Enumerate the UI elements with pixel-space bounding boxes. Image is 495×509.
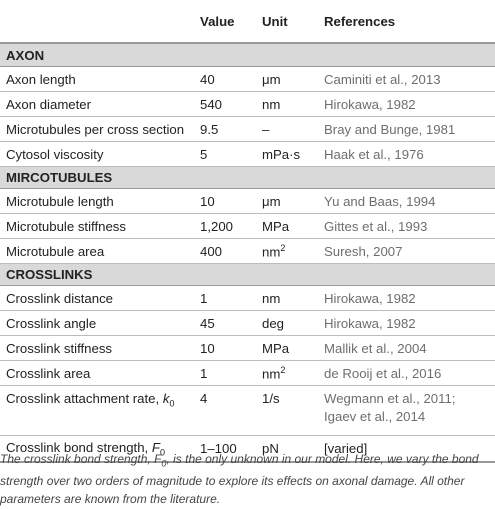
param-unit: mPa·s bbox=[256, 142, 318, 167]
param-name bbox=[0, 386, 194, 436]
table-row bbox=[0, 386, 495, 436]
param-value: 40 bbox=[194, 67, 256, 92]
param-text: Crosslink bond strength, bbox=[6, 439, 152, 455]
param-value: 1,200 bbox=[194, 214, 256, 239]
param-unit: nm bbox=[256, 92, 318, 117]
param-unit: deg bbox=[256, 311, 318, 336]
param-name: Microtubule area bbox=[0, 239, 194, 264]
param-value: 1 bbox=[194, 286, 256, 311]
param-symbol: F bbox=[151, 439, 160, 455]
param-name: Cytosol viscosity bbox=[0, 142, 194, 167]
param-reference: Hirokawa, 1982 bbox=[318, 311, 495, 336]
table-caption bbox=[0, 450, 490, 508]
caption-line: strength over two orders of magnitude to explore its effects on axonal damage. All other bbox=[0, 474, 465, 489]
param-reference: Hirokawa, 1982 bbox=[318, 92, 495, 117]
table-row bbox=[0, 361, 495, 386]
caption-text: , is the only unknown in our model. Here, we vary the bond bbox=[166, 452, 479, 466]
section-title: MIRCOTUBULES bbox=[0, 167, 495, 189]
param-name: Axon length bbox=[0, 67, 194, 92]
param-reference: Caminiti et al., 2013 bbox=[318, 67, 495, 92]
param-reference: Haak et al., 1976 bbox=[318, 142, 495, 167]
section-axon bbox=[0, 43, 495, 67]
param-value: 400 bbox=[194, 239, 256, 264]
param-reference bbox=[318, 386, 495, 436]
param-subscript: 0 bbox=[159, 447, 165, 458]
param-value: 9.5 bbox=[194, 117, 256, 142]
param-value: 540 bbox=[194, 92, 256, 117]
table-row bbox=[0, 142, 495, 167]
section-title: AXON bbox=[0, 43, 495, 67]
table-row bbox=[0, 239, 495, 264]
unit-superscript: 2 bbox=[280, 364, 286, 375]
param-unit bbox=[256, 361, 318, 386]
caption-line: parameters are known from the literature. bbox=[0, 492, 221, 507]
param-unit: μm bbox=[256, 67, 318, 92]
param-reference: Mallik et al., 2004 bbox=[318, 336, 495, 361]
param-text: Crosslink attachment rate, bbox=[6, 391, 163, 406]
table-row bbox=[0, 117, 495, 142]
param-reference: Yu and Baas, 1994 bbox=[318, 189, 495, 214]
unit-superscript: 2 bbox=[280, 242, 286, 253]
param-symbol: k bbox=[162, 391, 170, 406]
table-row bbox=[0, 214, 495, 239]
param-unit: – bbox=[256, 117, 318, 142]
section-microtubules bbox=[0, 167, 495, 189]
param-name: Microtubule stiffness bbox=[0, 214, 194, 239]
param-name: Axon diameter bbox=[0, 92, 194, 117]
param-unit: nm bbox=[256, 286, 318, 311]
table-row bbox=[0, 189, 495, 214]
param-reference: Bray and Bunge, 1981 bbox=[318, 117, 495, 142]
param-value: 1–100 bbox=[194, 436, 256, 463]
param-name: Crosslink angle bbox=[0, 311, 194, 336]
param-value: 45 bbox=[194, 311, 256, 336]
param-value: 10 bbox=[194, 336, 256, 361]
param-reference: Hirokawa, 1982 bbox=[318, 286, 495, 311]
param-reference: [varied] bbox=[318, 436, 495, 463]
param-value: 10 bbox=[194, 189, 256, 214]
param-name: Microtubule length bbox=[0, 189, 194, 214]
header-value: Value bbox=[194, 0, 256, 43]
caption-text: The crosslink bond strength, F bbox=[0, 452, 162, 466]
table-row bbox=[0, 92, 495, 117]
param-unit: pN bbox=[256, 436, 318, 463]
param-name: Crosslink area bbox=[0, 361, 194, 386]
header-parameter bbox=[0, 0, 194, 43]
unit-base: nm bbox=[262, 366, 281, 382]
table-row bbox=[0, 336, 495, 361]
param-reference: Gittes et al., 1993 bbox=[318, 214, 495, 239]
header-references: References bbox=[318, 0, 495, 43]
param-unit: 1/s bbox=[256, 386, 318, 436]
reference-line: Igaev et al., 2014 bbox=[324, 409, 426, 424]
param-unit: MPa bbox=[256, 214, 318, 239]
caption-subscript: 0 bbox=[161, 458, 167, 469]
param-unit: μm bbox=[256, 189, 318, 214]
param-value: 4 bbox=[194, 386, 256, 436]
caption-line bbox=[0, 450, 490, 472]
header-unit: Unit bbox=[256, 0, 318, 43]
reference-line: Wegmann et al., 2011; bbox=[324, 391, 456, 406]
param-reference: Suresh, 2007 bbox=[318, 239, 495, 264]
param-value: 5 bbox=[194, 142, 256, 167]
section-title: CROSSLINKS bbox=[0, 264, 495, 286]
section-crosslinks bbox=[0, 264, 495, 286]
table-row bbox=[0, 311, 495, 336]
param-subscript: 0 bbox=[169, 398, 175, 409]
table-header-row bbox=[0, 0, 495, 43]
table-row bbox=[0, 286, 495, 311]
param-name: Crosslink distance bbox=[0, 286, 194, 311]
param-value: 1 bbox=[194, 361, 256, 386]
param-unit: MPa bbox=[256, 336, 318, 361]
param-unit bbox=[256, 239, 318, 264]
table-row bbox=[0, 67, 495, 92]
param-name: Microtubules per cross section bbox=[0, 117, 194, 142]
param-reference: de Rooij et al., 2016 bbox=[318, 361, 495, 386]
unit-base: nm bbox=[262, 244, 281, 260]
param-name: Crosslink stiffness bbox=[0, 336, 194, 361]
